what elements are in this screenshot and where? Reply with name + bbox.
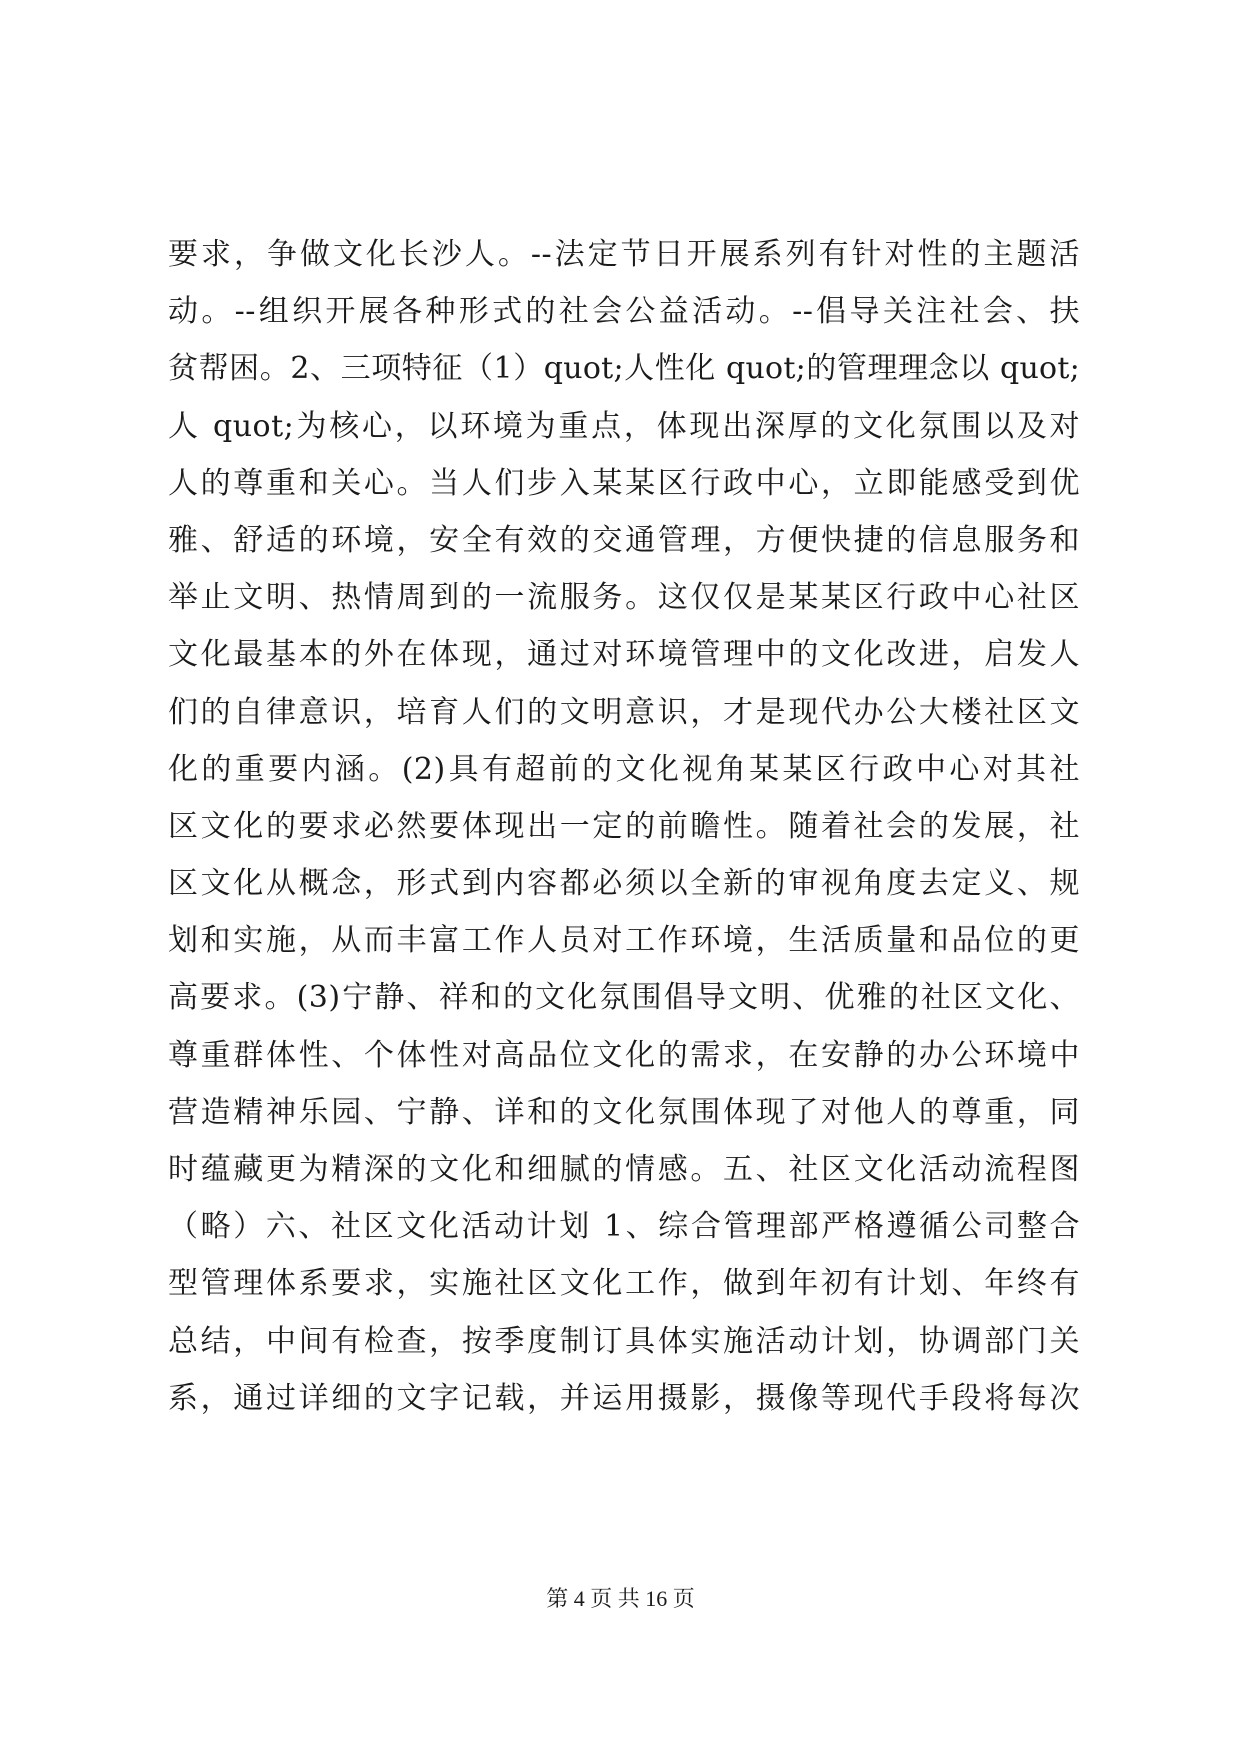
- text-line: 人 quot;为核心，以环境为重点，体现出深厚的文化氛围以及对: [168, 408, 1080, 444]
- text-line: 举止文明、热情周到的一流服务。这仅仅是某某区行政中心社区: [168, 580, 1080, 616]
- text-line: 动。--组织开展各种形式的社会公益活动。--倡导关注社会、扶: [168, 294, 1080, 330]
- text-line: 贫帮困。2、三项特征（1）quot;人性化 quot;的管理理念以 quot;: [168, 351, 1080, 387]
- body-text: [168, 226, 1080, 1427]
- text-line: （略）六、社区文化活动计划 1、综合管理部严格遵循公司整合: [168, 1209, 1080, 1245]
- text-line: 区文化从概念，形式到内容都必须以全新的审视角度去定义、规: [168, 866, 1080, 902]
- text-line: 系，通过详细的文字记载，并运用摄影，摄像等现代手段将每次: [168, 1380, 1080, 1416]
- text-line: 们的自律意识，培育人们的文明意识，才是现代办公大楼社区文: [168, 694, 1080, 730]
- page-number-footer: 第 4 页 共 16 页: [546, 1586, 695, 1611]
- text-line: 型管理体系要求，实施社区文化工作，做到年初有计划、年终有: [168, 1266, 1080, 1302]
- text-line: 人的尊重和关心。当人们步入某某区行政中心，立即能感受到优: [168, 465, 1080, 501]
- text-line: 文化最基本的外在体现，通过对环境管理中的文化改进，启发人: [168, 637, 1080, 673]
- text-line: 高要求。(3)宁静、祥和的文化氛围倡导文明、优雅的社区文化、: [168, 980, 1080, 1016]
- text-line: 时蕴藏更为精深的文化和细腻的情感。五、社区文化活动流程图: [168, 1152, 1080, 1187]
- text-line: 雅、舒适的环境，安全有效的交通管理，方便快捷的信息服务和: [168, 522, 1080, 558]
- text-line: 化的重要内涵。(2)具有超前的文化视角某某区行政中心对其社: [168, 751, 1080, 787]
- text-line: 划和实施，从而丰富工作人员对工作环境，生活质量和品位的更: [168, 923, 1080, 959]
- text-line: 总结，中间有检查，按季度制订具体实施活动计划，协调部门关: [168, 1323, 1080, 1359]
- text-line: 营造精神乐园、宁静、详和的文化氛围体现了对他人的尊重，同: [168, 1094, 1080, 1130]
- text-line: 区文化的要求必然要体现出一定的前瞻性。随着社会的发展，社: [168, 808, 1080, 844]
- text-line: 要求，争做文化长沙人。--法定节日开展系列有针对性的主题活: [168, 237, 1080, 272]
- text-line: 尊重群体性、个体性对高品位文化的需求，在安静的办公环境中: [168, 1037, 1080, 1073]
